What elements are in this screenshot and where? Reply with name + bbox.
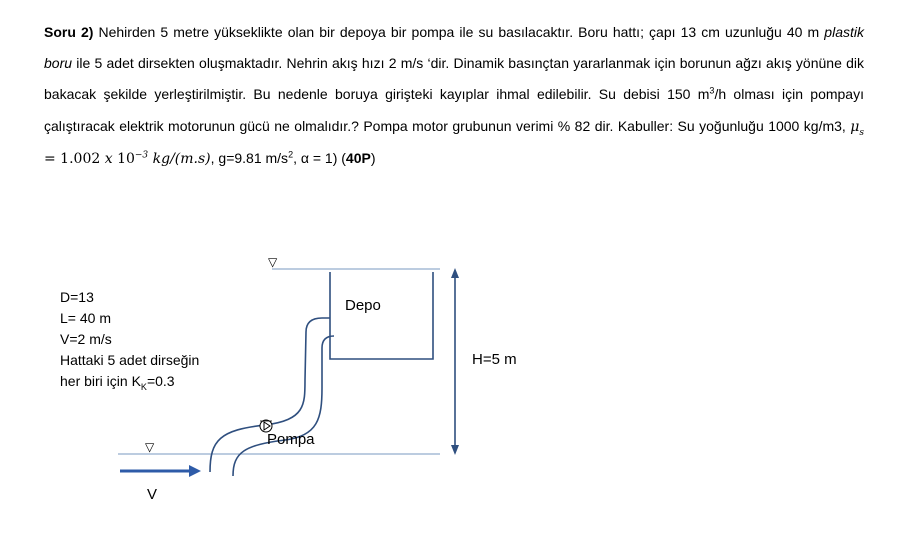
question-text: Soru 2) Nehirden 5 metre yükseklikte olan bir depoya bir pompa ile su basılacaktır. Boru hattı; çapı 13 cm uzunluğu 40 m plastik boru ile 5 adet dirsekten oluşmaktadır. Nehrin akış hızı 2 m/s ‘dir. Dinamik basınçtan yararlanmak için borunun ağzı akış yönüne dik bakacak şekilde yerleştirilmiştir. Bu nedenle boruya girişteki kayıplar ihmal edilebilir. Su debisi 150 $m^3/h$ olması için pompayı çalıştıracak elektrik motorunun gücü ne olmalıdır.? Pompa motor grubunun verimi % 82 dir. Kabuller: Su yoğunluğu 1000 kg/m3, $\mu_s = 1.002$ x $10^{-3}$ kg/(m.s), g=9.81 $m/s^2$, α = 1) (40P) [44, 24, 864, 167]
given-loss-coefficient: her biri için $K_K=0.3$ [60, 373, 175, 392]
points-label: 40P [345, 149, 371, 166]
flow-arrow-head [189, 465, 201, 477]
given-elbows: Hattaki 5 adet dirseğin [60, 352, 200, 368]
height-arrow-bottom [451, 445, 459, 455]
given-diameter: D=13 [60, 289, 94, 305]
given-velocity: V=2 m/s [60, 331, 112, 347]
height-label: H=5 m [472, 351, 517, 368]
height-arrow-top [451, 268, 459, 278]
pump-label: Pompa [267, 431, 315, 448]
pipe-wall-inner [233, 336, 334, 476]
pipe-material: plastik boru [44, 24, 864, 72]
given-length: L= 40 m [60, 310, 111, 326]
tank-label: Depo [345, 297, 381, 314]
viscosity-formula: $\mu_s = 1.002$ x $10^{-3}$ kg/(m.s) [44, 118, 864, 167]
velocity-label: V [147, 486, 158, 503]
question-number: Soru 2) [44, 24, 94, 40]
water-level-symbol-river: ▽ [145, 440, 155, 454]
water-level-symbol-tank: ▽ [268, 255, 278, 269]
